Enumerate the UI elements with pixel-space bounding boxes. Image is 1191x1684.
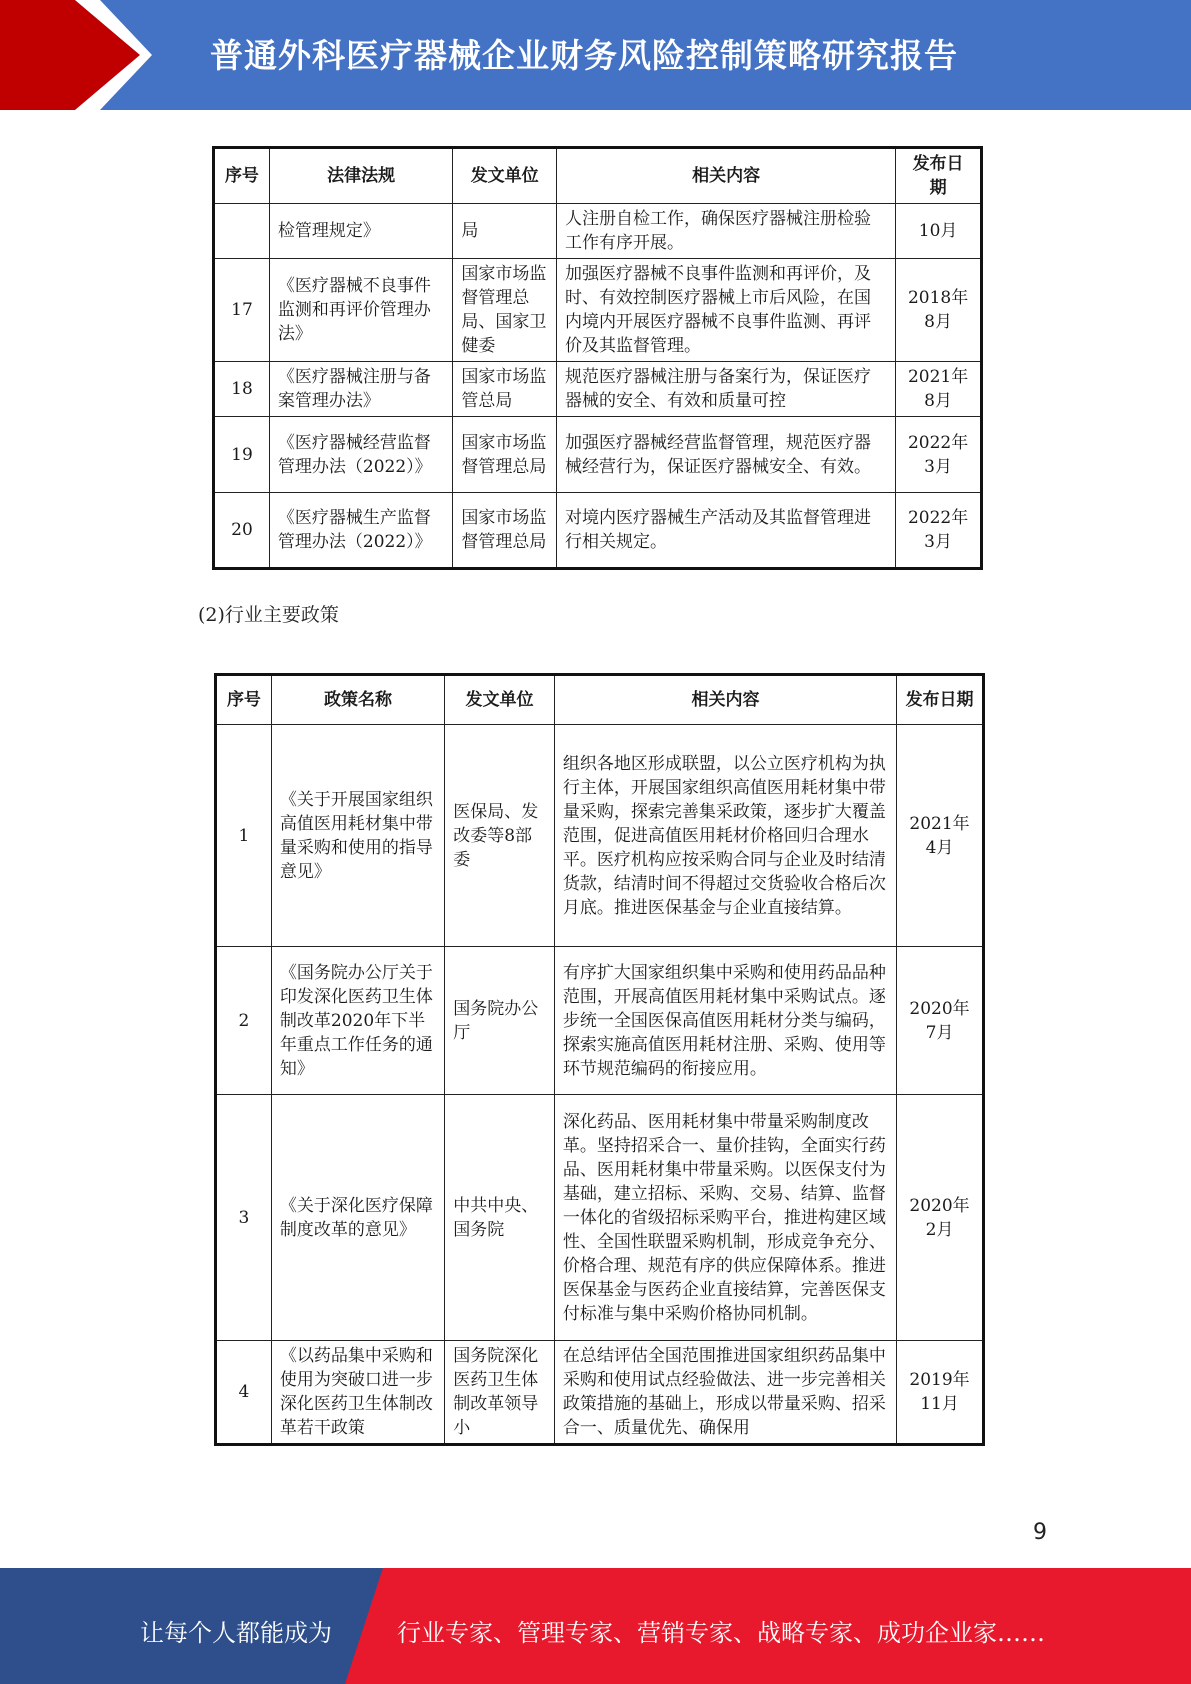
table-row xyxy=(214,204,982,259)
table-row xyxy=(216,1341,984,1445)
table-row xyxy=(214,493,982,569)
row-number: 3 xyxy=(216,1095,272,1341)
publish-date: 2021年8月 xyxy=(896,362,982,417)
policy-name: 《国务院办公厅关于印发深化医药卫生体制改革2020年下半年重点工作任务的通知》 xyxy=(271,947,444,1095)
row-number: 18 xyxy=(214,362,270,417)
column-header: 序号 xyxy=(216,675,272,725)
row-number: 20 xyxy=(214,493,270,569)
column-header: 相关内容 xyxy=(557,148,896,204)
issuer: 中共中央、国务院 xyxy=(445,1095,555,1341)
policy-name: 《关于开展国家组织高值医用耗材集中带量采购和使用的指导意见》 xyxy=(271,725,444,947)
content: 人注册自检工作，确保医疗器械注册检验工作有序开展。 xyxy=(557,204,896,259)
table-row xyxy=(216,1095,984,1341)
regulations-table xyxy=(212,146,983,570)
row-number: 17 xyxy=(214,259,270,362)
content: 对境内医疗器械生产活动及其监督管理进行相关规定。 xyxy=(557,493,896,569)
publish-date: 2020年2月 xyxy=(897,1095,984,1341)
publish-date: 10月 xyxy=(896,204,982,259)
row-number xyxy=(214,204,270,259)
row-number: 2 xyxy=(216,947,272,1095)
table-row xyxy=(214,259,982,362)
issuer: 国家市场监督管理总局 xyxy=(453,417,557,493)
publish-date: 2020年7月 xyxy=(897,947,984,1095)
law-name: 《医疗器械注册与备案管理办法》 xyxy=(269,362,452,417)
report-title: 普通外科医疗器械企业财务风险控制策略研究报告 xyxy=(210,36,958,75)
section-heading: (2)行业主要政策 xyxy=(198,604,339,626)
policy-name: 《以药品集中采购和使用为突破口进一步深化医药卫生体制改革若干政策 xyxy=(271,1341,444,1445)
table-row xyxy=(214,362,982,417)
table-header-row xyxy=(216,675,984,725)
content: 组织各地区形成联盟，以公立医疗机构为执行主体，开展国家组织高值医用耗材集中带量采购，探索完善集采政策，逐步扩大覆盖范围，促进高值医用耗材价格回归合理水平。医疗机构应按采购合同与企业及时结清货款，结清时间不得超过交货验收合格后次月底。推进医保基金与企业直接结算。 xyxy=(554,725,896,947)
content: 深化药品、医用耗材集中带量采购制度改革。坚持招采合一、量价挂钩，全面实行药品、医用耗材集中带量采购。以医保支付为基础，建立招标、采购、交易、结算、监督一体化的省级招标采购平台，推进构建区域性、全国性联盟采购机制，形成竞争充分、价格合理、规范有序的供应保障体系。推进医保基金与医药企业直接结算，完善医保支付标准与集中采购价格协同机制。 xyxy=(554,1095,896,1341)
issuer: 国家市场监督管理总局、国家卫健委 xyxy=(453,259,557,362)
law-name: 《医疗器械不良事件监测和再评价管理办法》 xyxy=(269,259,452,362)
table-header-row xyxy=(214,148,982,204)
content: 加强医疗器械不良事件监测和再评价，及时、有效控制医疗器械上市后风险，在国内境内开展医疗器械不良事件监测、再评价及其监督管理。 xyxy=(557,259,896,362)
row-number: 4 xyxy=(216,1341,272,1445)
issuer: 国家市场监管总局 xyxy=(453,362,557,417)
content: 加强医疗器械经营监督管理，规范医疗器械经营行为，保证医疗器械安全、有效。 xyxy=(557,417,896,493)
column-header: 发文单位 xyxy=(453,148,557,204)
column-header: 发布日期 xyxy=(896,148,982,204)
table-row xyxy=(214,417,982,493)
column-header: 政策名称 xyxy=(271,675,444,725)
page-number: 9 xyxy=(1033,1520,1047,1545)
issuer: 国家市场监督管理总局 xyxy=(453,493,557,569)
footer-slogan-right: 行业专家、管理专家、营销专家、战略专家、成功企业家…… xyxy=(397,1619,1045,1647)
issuer: 国务院深化医药卫生体制改革领导小 xyxy=(445,1341,555,1445)
issuer: 国务院办公厅 xyxy=(445,947,555,1095)
page-header xyxy=(0,0,1191,110)
content: 有序扩大国家组织集中采购和使用药品品种范围，开展高值医用耗材集中采购试点。逐步统一全国医保高值医用耗材分类与编码，探索实施高值医用耗材注册、采购、使用等环节规范编码的衔接应用。 xyxy=(554,947,896,1095)
issuer: 局 xyxy=(453,204,557,259)
content: 规范医疗器械注册与备案行为，保证医疗器械的安全、有效和质量可控 xyxy=(557,362,896,417)
law-name: 检管理规定》 xyxy=(269,204,452,259)
publish-date: 2021年4月 xyxy=(897,725,984,947)
publish-date: 2022年3月 xyxy=(896,417,982,493)
table-row xyxy=(216,725,984,947)
publish-date: 2022年3月 xyxy=(896,493,982,569)
column-header: 发文单位 xyxy=(445,675,555,725)
publish-date: 2019年11月 xyxy=(897,1341,984,1445)
law-name: 《医疗器械经营监督管理办法（2022）》 xyxy=(269,417,452,493)
law-name: 《医疗器械生产监督管理办法（2022）》 xyxy=(269,493,452,569)
column-header: 发布日期 xyxy=(897,675,984,725)
policies-table xyxy=(214,673,985,1446)
row-number: 19 xyxy=(214,417,270,493)
content: 在总结评估全国范围推进国家组织药品集中采购和使用试点经验做法、进一步完善相关政策措施的基础上，形成以带量采购、招采合一、质量优先、确保用 xyxy=(554,1341,896,1445)
policy-name: 《关于深化医疗保障制度改革的意见》 xyxy=(271,1095,444,1341)
publish-date: 2018年8月 xyxy=(896,259,982,362)
column-header: 序号 xyxy=(214,148,270,204)
footer-slogan-left: 让每个人都能成为 xyxy=(140,1619,332,1647)
column-header: 相关内容 xyxy=(554,675,896,725)
page-footer xyxy=(0,1568,1191,1684)
row-number: 1 xyxy=(216,725,272,947)
header-arrow-decoration xyxy=(0,0,160,110)
table-row xyxy=(216,947,984,1095)
column-header: 法律法规 xyxy=(269,148,452,204)
issuer: 医保局、发改委等8部委 xyxy=(445,725,555,947)
